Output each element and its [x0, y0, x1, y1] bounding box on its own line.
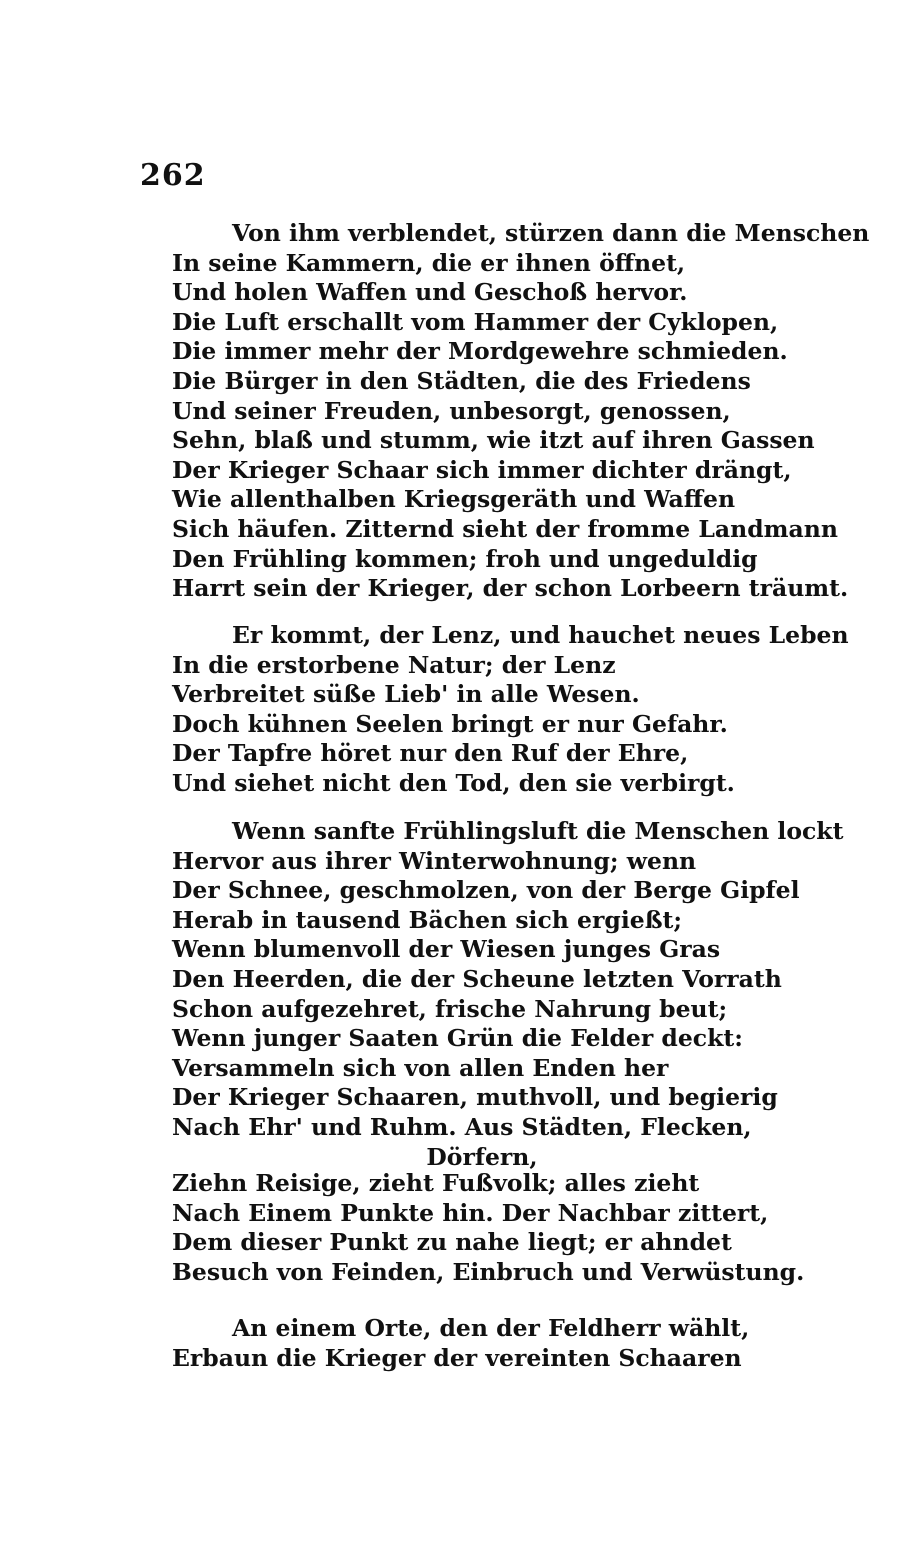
- verse-line: Den Frühling kommen; froh und ungeduldig: [172, 544, 758, 573]
- verse-line: Der Schnee, geschmolzen, von der Berge Gipfel: [172, 876, 800, 905]
- verse-line: Der Krieger Schaaren, muthvoll, und begierig: [172, 1083, 778, 1112]
- verse-line: Den Heerden, die der Scheune letzten Vorrath: [172, 964, 782, 993]
- verse-line: Schon aufgezehret, frische Nahrung beut;: [172, 994, 728, 1023]
- verse-line: Und seiner Freuden, unbesorgt, genossen,: [172, 396, 731, 425]
- verse-line: In die erstorbene Natur; der Lenz: [172, 650, 616, 679]
- verse-line: Und siehet nicht den Tod, den sie verbirgt.: [172, 768, 735, 797]
- verse-line: Herab in tausend Bächen sich ergießt;: [172, 905, 683, 934]
- verse-line: Wenn blumenvoll der Wiesen junges Gras: [172, 935, 721, 964]
- verse-line: Wie allenthalben Kriegsgeräth und Waffen: [172, 485, 736, 514]
- stanza-3: [172, 817, 844, 1172]
- verse-line: Die Luft erschallt vom Hammer der Cyklopen,: [172, 307, 779, 336]
- verse-line: In seine Kammern, die er ihnen öffnet,: [172, 248, 686, 277]
- verse-line: Die immer mehr der Mordgewehre schmieden.: [172, 337, 788, 366]
- verse-line: Besuch von Feinden, Einbruch und Verwüstung.: [172, 1257, 805, 1286]
- verse-line: Wenn sanfte Frühlingsluft die Menschen lockt: [232, 817, 844, 845]
- verse-line: Dem dieser Punkt zu nahe liegt; er ahndet: [172, 1228, 732, 1257]
- stanza-4: [172, 1169, 805, 1287]
- verse-line: Nach Ehr' und Ruhm. Aus Städten, Flecken,: [172, 1112, 752, 1141]
- verse-line: Doch kühnen Seelen bringt er nur Gefahr.: [172, 709, 728, 738]
- verse-line: Von ihm verblendet, stürzen dann die Menschen: [232, 219, 870, 247]
- verse-line: Und holen Waffen und Geschoß hervor.: [172, 278, 688, 307]
- verse-line-overflow: Dörfern,: [426, 1142, 538, 1171]
- page-number: 262: [140, 158, 206, 193]
- verse-line: Der Tapfre höret nur den Ruf der Ehre,: [172, 739, 689, 768]
- verse-line: Sehn, blaß und stumm, wie itzt auf ihren Gassen: [172, 426, 815, 455]
- verse-line: Nach Einem Punkte hin. Der Nachbar zittert,: [172, 1198, 769, 1227]
- verse-line: Hervor aus ihrer Winterwohnung; wenn: [172, 846, 697, 875]
- verse-line: Versammeln sich von allen Enden her: [172, 1053, 669, 1082]
- verse-line: Sich häufen. Zitternd sieht der fromme Landmann: [172, 514, 838, 543]
- verse-line: Wenn junger Saaten Grün die Felder deckt:: [172, 1024, 743, 1053]
- verse-line: Harrt sein der Krieger, der schon Lorbeern träumt.: [172, 574, 849, 603]
- verse-line: Er kommt, der Lenz, und hauchet neues Leben: [232, 621, 849, 649]
- verse-line: Ziehn Reisige, zieht Fußvolk; alles zieht: [172, 1169, 700, 1197]
- verse-line: Der Krieger Schaar sich immer dichter drängt,: [172, 455, 792, 484]
- verse-line: Verbreitet süße Lieb' in alle Wesen.: [172, 680, 640, 709]
- stanza-5: [172, 1314, 792, 1373]
- verse-line: An einem Orte, den der Feldherr wählt,: [232, 1314, 750, 1342]
- stanza-1: [172, 219, 870, 604]
- verse-line: Die Bürger in den Städten, die des Friedens: [172, 366, 751, 395]
- verse-line: Erbaun die Krieger der vereinten Schaaren: [172, 1343, 742, 1372]
- stanza-2: [172, 621, 849, 799]
